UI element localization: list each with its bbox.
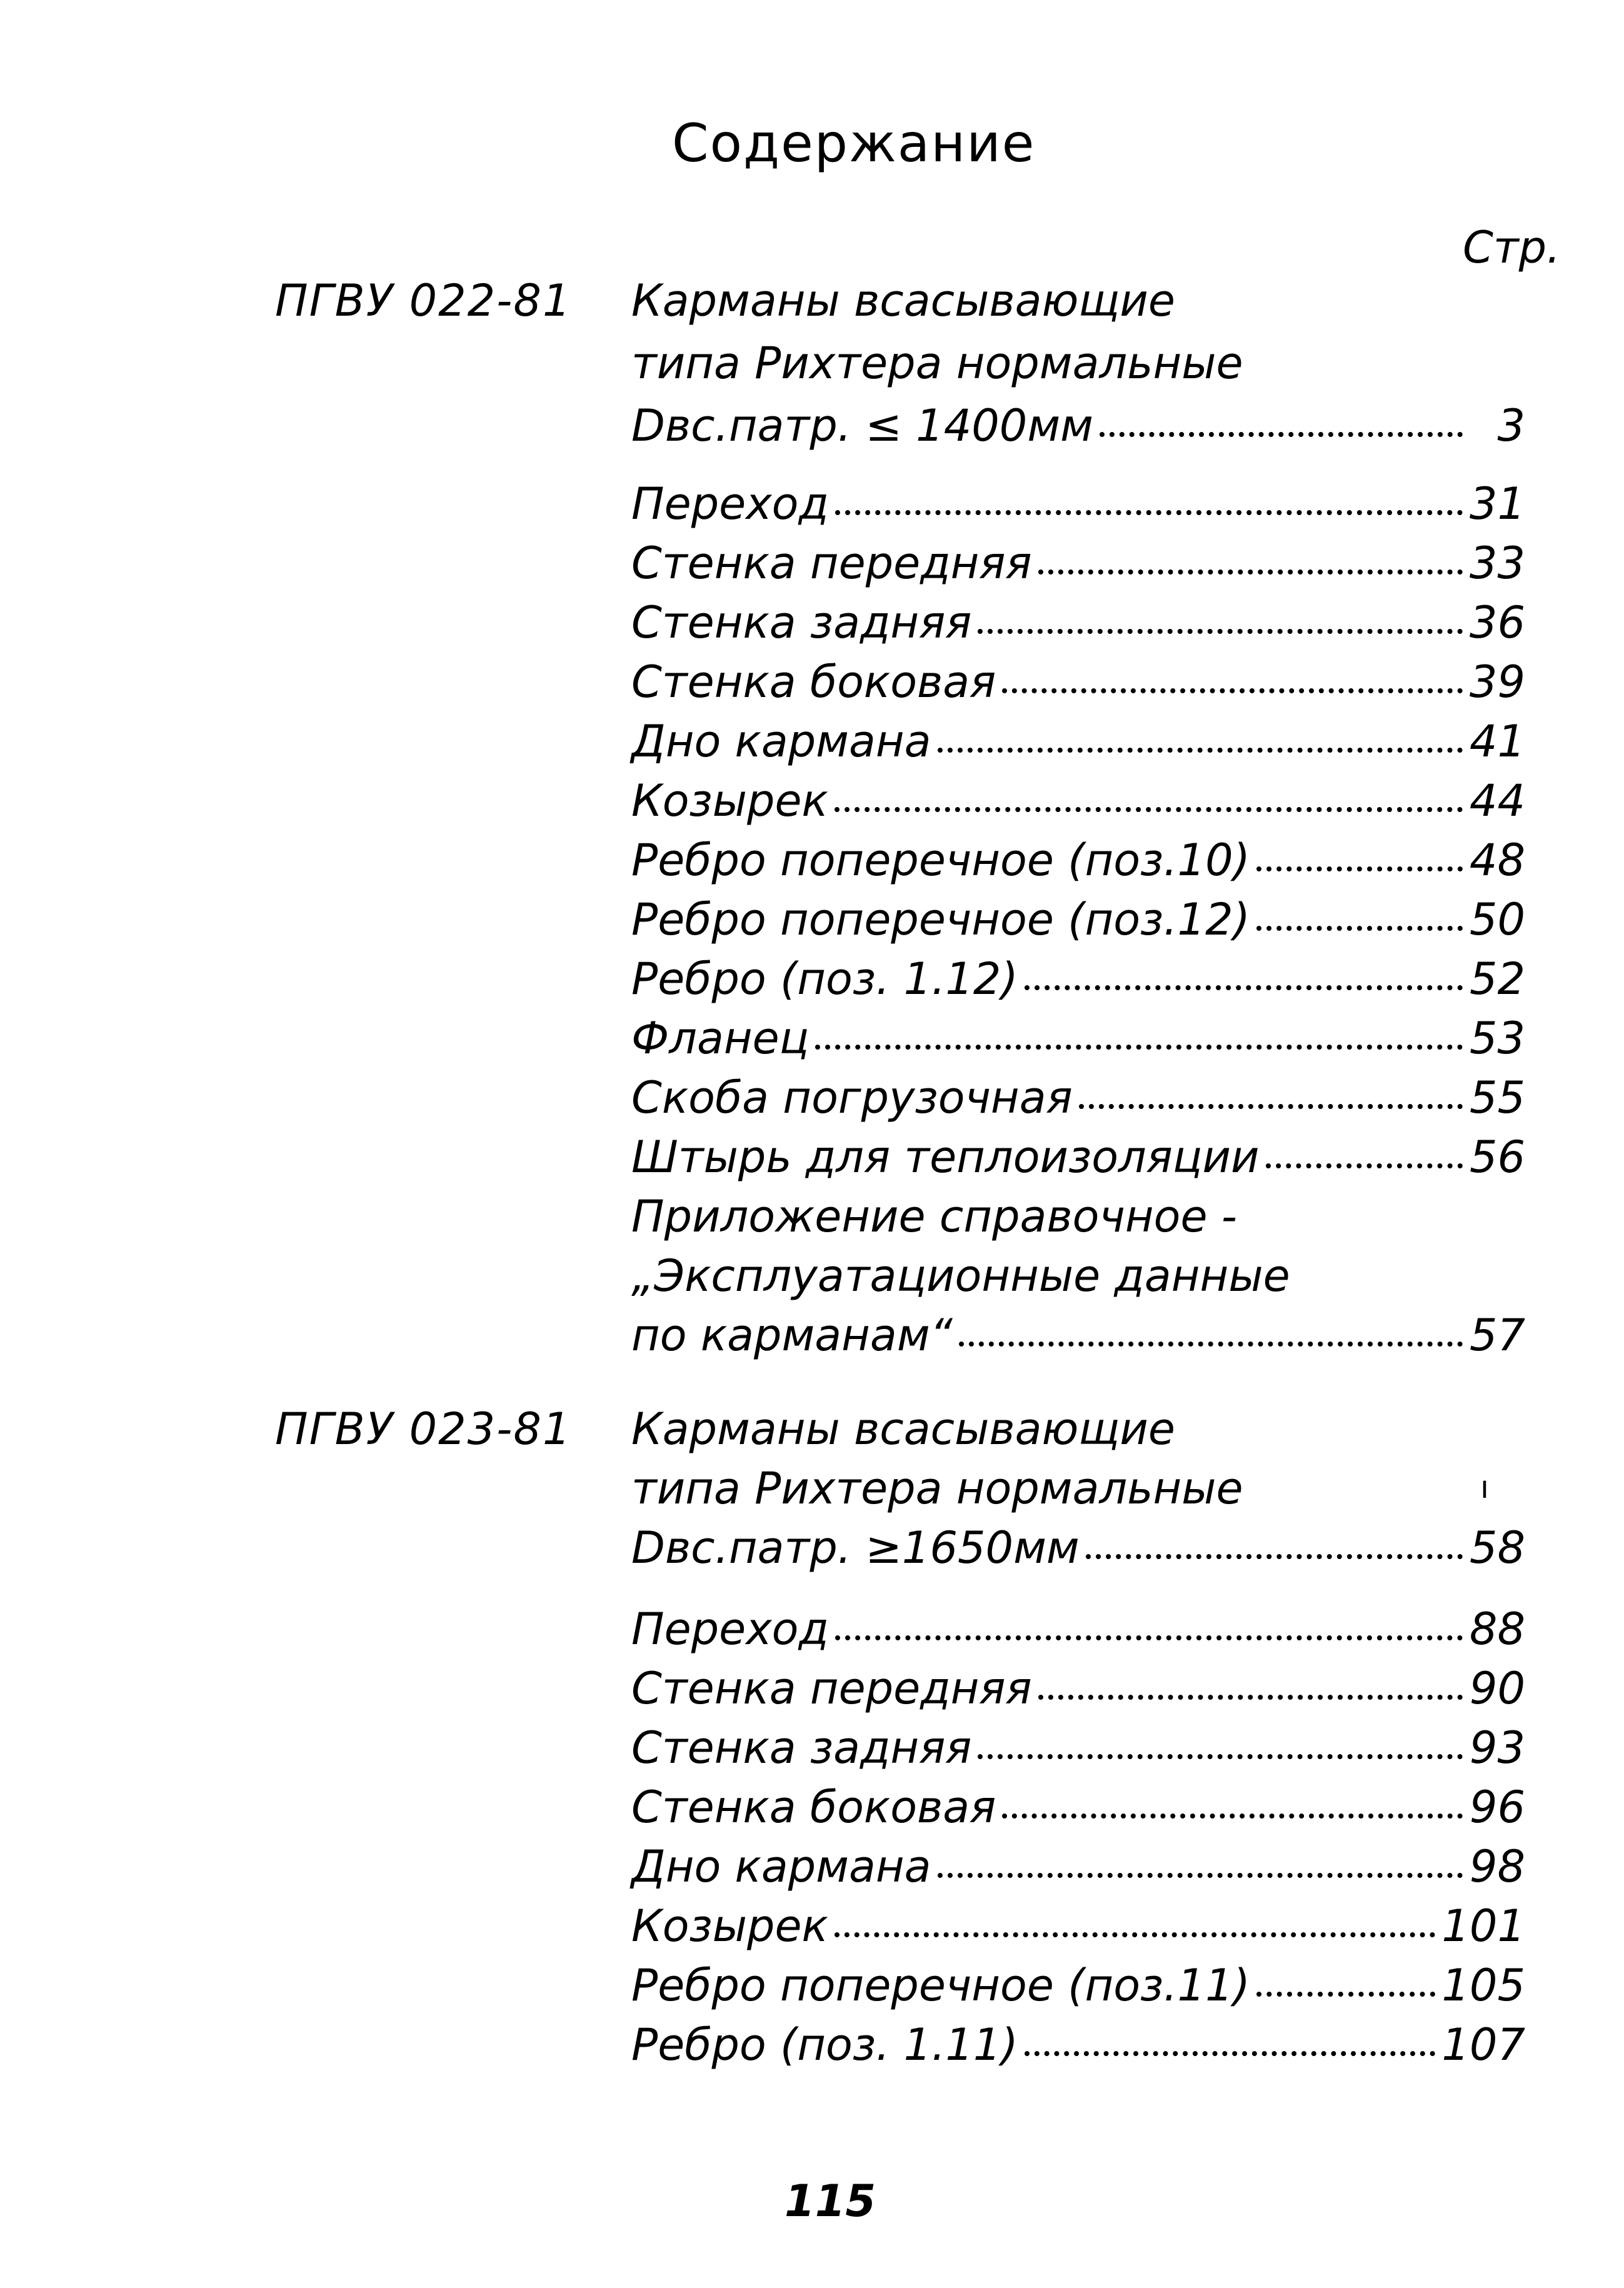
toc-entry-label: Стенка задняя: [631, 597, 972, 648]
toc-entry-page: 57: [1469, 1310, 1525, 1361]
toc-entry[interactable]: [631, 716, 1525, 772]
appendix-line: „Эксплуатационные данные: [631, 1250, 1290, 1302]
toc-entry-page: 48: [1469, 835, 1525, 886]
leader-dots: [835, 1635, 1463, 1640]
leader-dots: [1002, 688, 1463, 693]
leader-dots: [1256, 1992, 1435, 1997]
toc-entry[interactable]: [631, 953, 1525, 1010]
toc-entry-page: 88: [1469, 1603, 1525, 1655]
page-column-label: Стр.: [1463, 222, 1561, 273]
page-number: 115: [784, 2175, 876, 2227]
toc-entry[interactable]: [631, 1663, 1525, 1719]
toc-entry[interactable]: [631, 835, 1525, 891]
toc-entry-page: 98: [1469, 1841, 1525, 1892]
toc-entry-label: Стенка боковая: [631, 656, 996, 708]
toc-entry[interactable]: [631, 538, 1525, 594]
leader-dots: [815, 1045, 1463, 1050]
toc-entry[interactable]: [631, 1072, 1525, 1128]
toc-entry-page: 52: [1469, 953, 1525, 1005]
toc-entry-page: 90: [1469, 1663, 1525, 1714]
tick-mark: ı: [1480, 1469, 1489, 1505]
leader-dots: [835, 1932, 1436, 1937]
toc-entry-page: 33: [1469, 538, 1525, 589]
section-code: ПГВУ 023-81: [275, 1403, 572, 1455]
toc-entry-page: 41: [1469, 716, 1525, 767]
toc-entry-label: Стенка боковая: [631, 1782, 996, 1833]
toc-entry[interactable]: [631, 1782, 1525, 1838]
leader-dots: [1002, 1814, 1463, 1819]
toc-entry-page: 56: [1469, 1131, 1525, 1183]
leader-dots: [959, 1342, 1463, 1347]
toc-entry-page: 39: [1469, 656, 1525, 708]
toc-entry-label: Ребро поперечное (поз.10): [631, 835, 1250, 886]
toc-entry-page: 53: [1469, 1013, 1525, 1064]
leader-dots: [1256, 926, 1463, 931]
toc-entry[interactable]: [631, 1900, 1525, 1957]
toc-entry[interactable]: [631, 775, 1525, 831]
toc-entry-page: 55: [1469, 1072, 1525, 1123]
toc-entry-page: 44: [1469, 775, 1525, 826]
leader-dots: [1025, 985, 1463, 990]
toc-entry-page: 93: [1469, 1722, 1525, 1774]
toc-entry[interactable]: [631, 1310, 1525, 1366]
toc-entry[interactable]: [631, 1722, 1525, 1779]
toc-entry[interactable]: [631, 597, 1525, 653]
leader-dots: [938, 1873, 1463, 1878]
toc-entry-label: Dвс.патр. ≤ 1400мм: [631, 400, 1093, 451]
section-heading-line: Карманы всасывающие: [631, 275, 1175, 326]
toc-entry-page: 58: [1469, 1522, 1525, 1573]
toc-entry-page: 101: [1441, 1900, 1525, 1952]
leader-dots: [978, 1754, 1463, 1759]
toc-entry[interactable]: [631, 1603, 1525, 1660]
leader-dots: [1086, 1554, 1463, 1559]
page-title: Содержание: [672, 113, 1036, 174]
toc-entry-label: Ребро поперечное (поз.12): [631, 894, 1250, 945]
toc-entry-label: Фланец: [631, 1013, 809, 1064]
toc-entry-label: Переход: [631, 1603, 829, 1655]
toc-entry-label: Dвс.патр. ≥1650мм: [631, 1522, 1080, 1573]
section-heading-line: типа Рихтера нормальные: [631, 1463, 1243, 1514]
leader-dots: [1266, 1163, 1463, 1168]
leader-dots: [1079, 1104, 1463, 1109]
leader-dots: [1038, 1695, 1463, 1700]
toc-entry[interactable]: [631, 2019, 1525, 2075]
toc-entry-page: 36: [1469, 597, 1525, 648]
leader-dots: [938, 748, 1463, 753]
toc-entry[interactable]: [631, 1841, 1525, 1897]
toc-entry-label: Скоба погрузочная: [631, 1072, 1073, 1123]
toc-entry-page: 50: [1469, 894, 1525, 945]
appendix-line: Приложение справочное -: [631, 1191, 1238, 1242]
section-heading-line: Карманы всасывающие: [631, 1403, 1175, 1455]
toc-entry-label: Ребро (поз. 1.12): [631, 953, 1018, 1005]
toc-entry-label: Дно кармана: [631, 1841, 931, 1892]
toc-entry[interactable]: [631, 1522, 1525, 1578]
leader-dots: [1038, 569, 1463, 575]
toc-entry-label: Стенка задняя: [631, 1722, 972, 1774]
toc-entry-label: Штырь для теплоизоляции: [631, 1131, 1260, 1183]
leader-dots: [1025, 2051, 1436, 2056]
toc-entry[interactable]: [631, 1960, 1525, 2016]
toc-entry-label: Козырек: [631, 1900, 828, 1952]
toc-entry-label: по карманам“: [631, 1310, 953, 1361]
toc-entry-page: 3: [1497, 400, 1525, 451]
leader-dots: [835, 807, 1463, 812]
toc-entry-label: Стенка передняя: [631, 538, 1032, 589]
toc-entry[interactable]: [631, 478, 1525, 534]
section-heading-line: типа Рихтера нормальные: [631, 338, 1243, 389]
toc-entry[interactable]: [631, 400, 1525, 456]
toc-entry-label: Ребро (поз. 1.11): [631, 2019, 1018, 2070]
toc-entry[interactable]: [631, 1131, 1525, 1188]
toc-entry-label: Ребро поперечное (поз.11): [631, 1960, 1250, 2011]
section-code: ПГВУ 022-81: [275, 275, 572, 326]
leader-dots: [835, 510, 1463, 515]
toc-entry[interactable]: [631, 656, 1525, 713]
leader-dots: [1100, 432, 1463, 437]
toc-entry[interactable]: [631, 894, 1525, 950]
leader-dots: [1256, 866, 1463, 871]
toc-entry-page: 31: [1469, 478, 1525, 529]
toc-entry-label: Козырек: [631, 775, 828, 826]
toc-entry-page: 105: [1441, 1960, 1525, 2011]
toc-entry-page: 107: [1441, 2019, 1525, 2070]
toc-entry-label: Переход: [631, 478, 829, 529]
toc-entry-label: Дно кармана: [631, 716, 931, 767]
toc-entry-label: Стенка передняя: [631, 1663, 1032, 1714]
toc-entry-page: 96: [1469, 1782, 1525, 1833]
toc-entry[interactable]: [631, 1013, 1525, 1069]
leader-dots: [978, 629, 1463, 634]
